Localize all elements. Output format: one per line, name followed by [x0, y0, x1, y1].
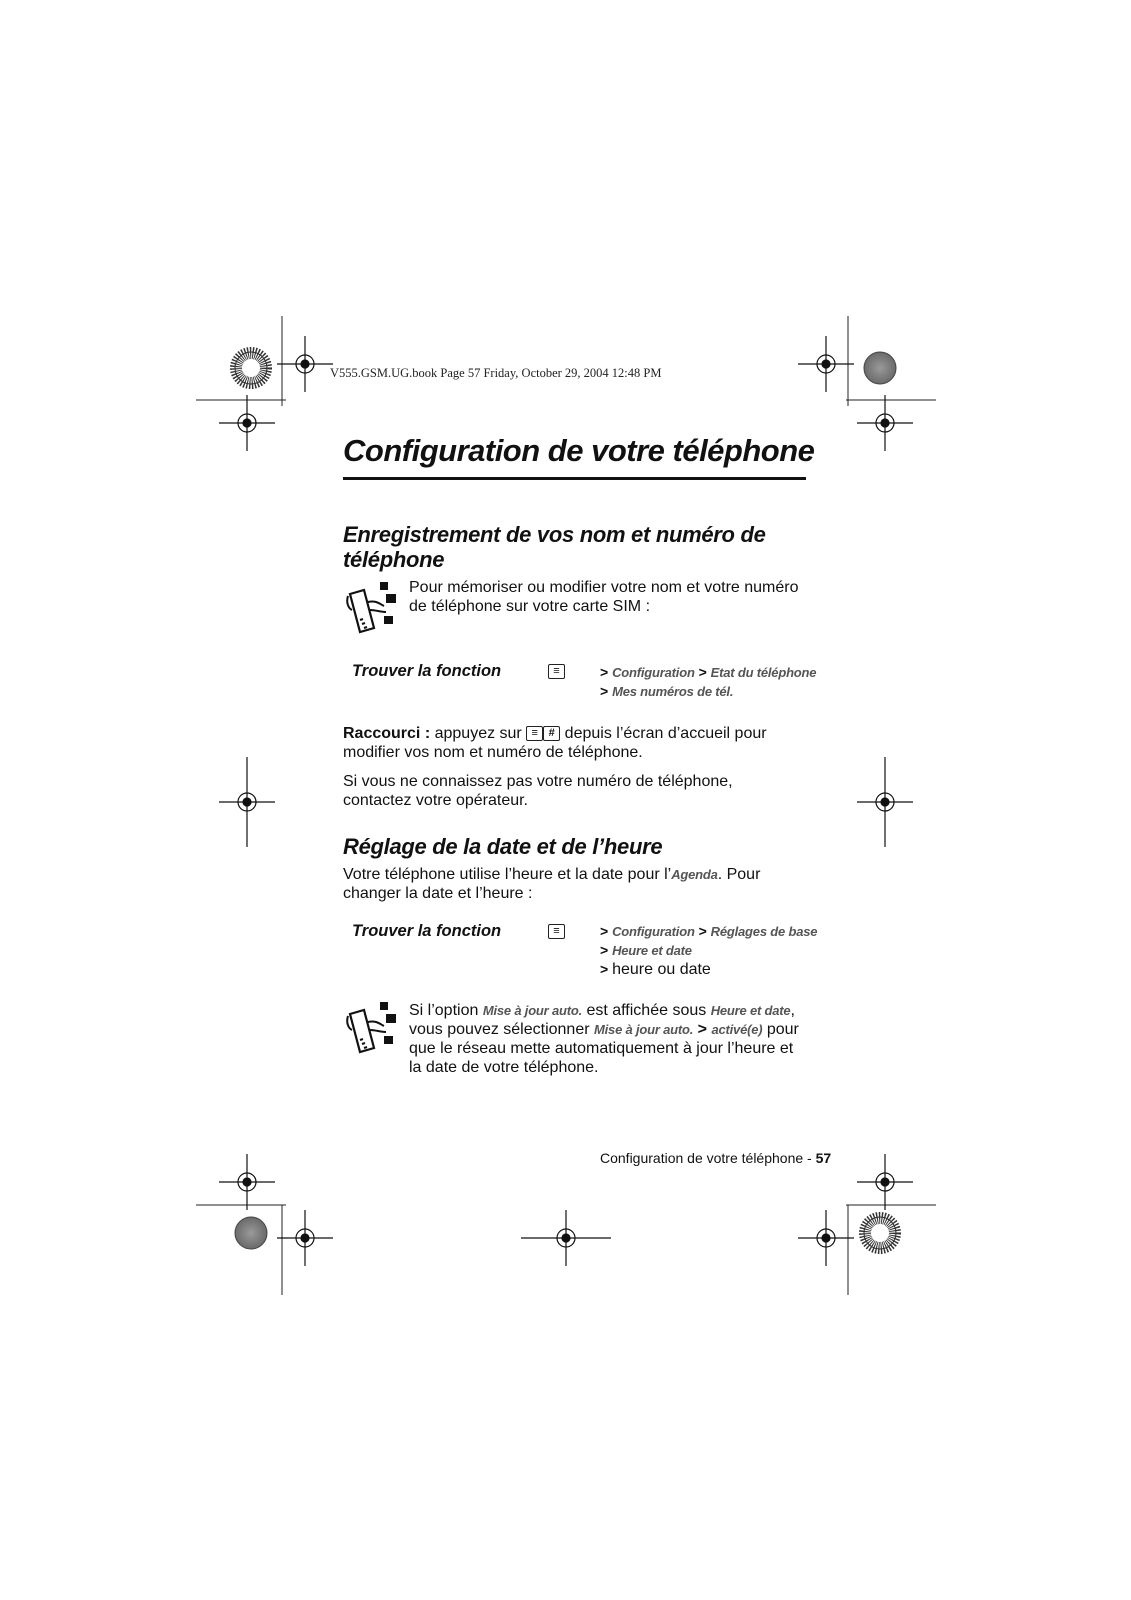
section-heading-date-time: Réglage de la date et de l’heure	[343, 834, 663, 859]
menu-path-line: > Configuration > Etat du téléphone	[600, 664, 817, 680]
menu-path-1	[600, 663, 816, 701]
menu-path-line: > heure ou date	[600, 961, 711, 978]
starburst-bottom-right	[864, 1217, 896, 1249]
menu-key-icon: ≡	[548, 924, 565, 939]
menu-path-line: > Mes numéros de tél.	[600, 683, 734, 699]
shortcut-label: Raccourci :	[343, 725, 431, 742]
phone-shortcut-icon	[346, 1000, 398, 1060]
menu-key-icon: ≡	[548, 664, 565, 679]
shortcut-paragraph: Raccourci : appuyez sur ≡ # depuis l’écran d’accueil pour modifier vos nom et numéro de téléphone.	[343, 725, 767, 761]
page-footer	[600, 1150, 831, 1166]
menu-path-2	[600, 922, 817, 979]
grey-dot-bottom-left	[235, 1217, 267, 1249]
menu-key-icon: ≡	[526, 726, 543, 741]
hash-key-icon: #	[543, 726, 560, 741]
find-feature-label: Trouver la fonction	[352, 662, 502, 680]
phone-shortcut-icon	[346, 580, 398, 640]
section1-intro: Pour mémoriser ou modifier votre nom et votre numéro de téléphone sur votre carte SIM :	[409, 579, 799, 615]
starburst-top-left	[235, 352, 267, 384]
menu-path-line: > Configuration > Réglages de base	[600, 923, 818, 939]
find-feature-label: Trouver la fonction	[352, 922, 502, 940]
grey-dot-top-right	[864, 352, 896, 384]
section2-intro: Votre téléphone utilise l’heure et la date pour l’Agenda. Pour changer la date et l’heure :	[343, 866, 761, 902]
operator-note: Si vous ne connaissez pas votre numéro de téléphone, contactez votre opérateur.	[343, 773, 733, 809]
menu-path-line: > Heure et date	[600, 942, 692, 958]
page-title: Configuration de votre téléphone	[343, 433, 815, 468]
section-heading-name-number: Enregistrement de vos nom et numéro de téléphone	[343, 522, 766, 572]
auto-update-tip: Si l’option Mise à jour auto. est affichée sous Heure et date, vous pouvez sélectionner Mise à jour auto. > activé(e) pour que le réseau mette automatiquement à jour l’heure et la date de votre téléphone.	[409, 1002, 799, 1076]
print-header: V555.GSM.UG.book Page 57 Friday, October 29, 2004 12:48 PM	[330, 366, 662, 380]
page-number: 57	[815, 1150, 832, 1166]
footer-title: Configuration de votre téléphone -	[600, 1150, 816, 1166]
title-rule	[343, 477, 806, 480]
